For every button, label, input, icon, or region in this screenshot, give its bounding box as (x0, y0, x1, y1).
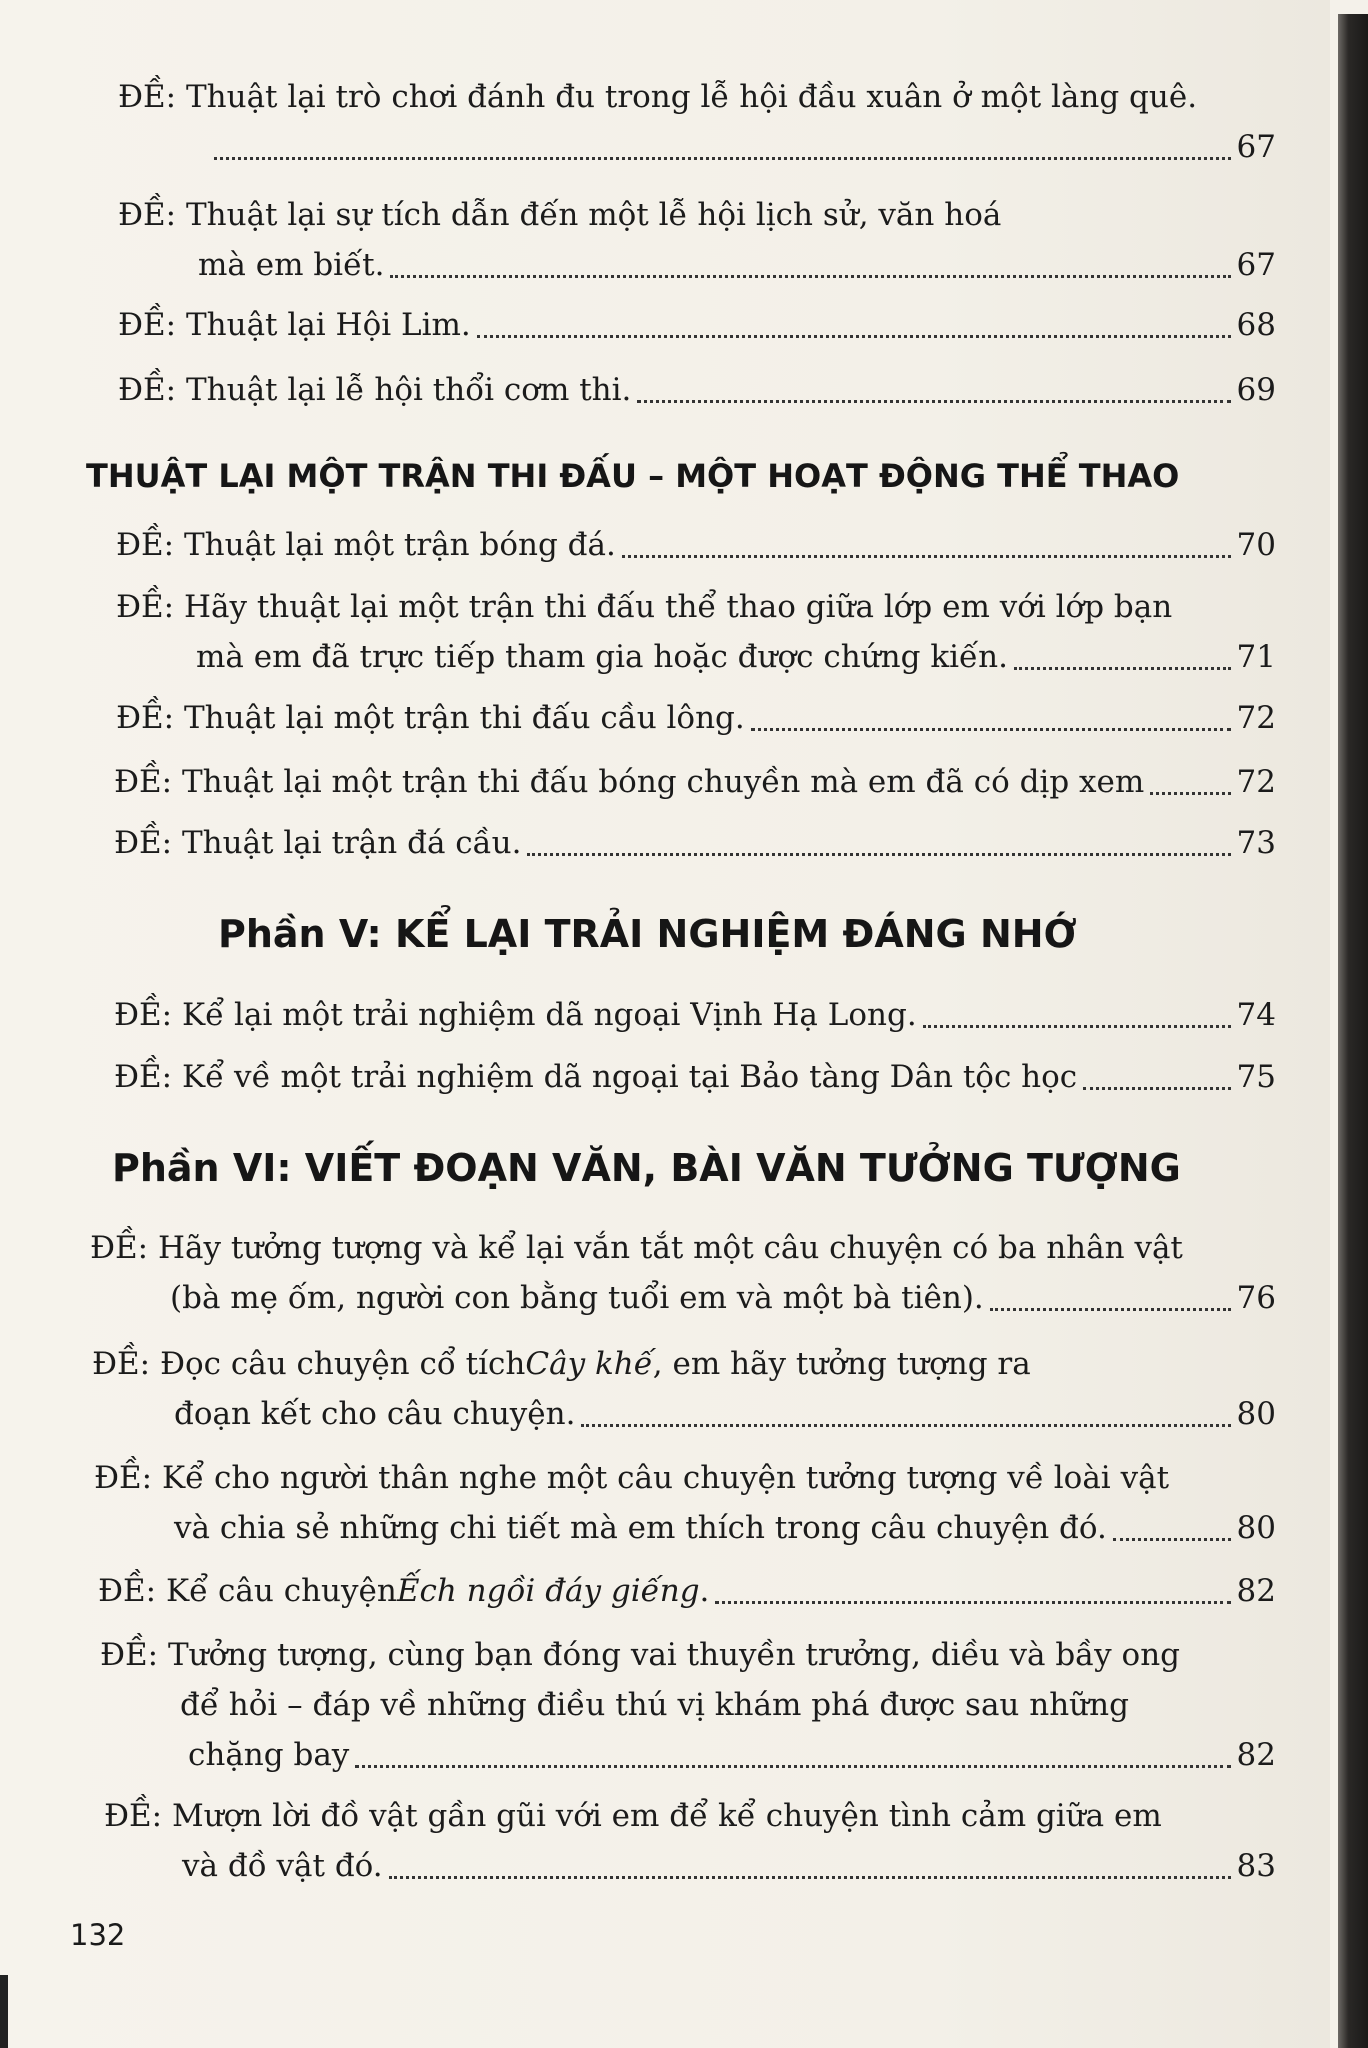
book-spine-shadow (1338, 14, 1368, 2048)
entry-page: 71 (1236, 639, 1276, 675)
toc-entry[interactable] (100, 1630, 1276, 1780)
entry-continuation: (bà mẹ ốm, người con bằng tuổi em và một bà tiên). (170, 1280, 984, 1316)
entry-label: ĐỀ: (118, 79, 177, 115)
dot-leader (751, 728, 1231, 731)
entry-label: ĐỀ: (114, 825, 173, 861)
entry-continuation: mà em đã trực tiếp tham gia hoặc được chứng kiến. (196, 639, 1008, 675)
toc-entry[interactable] (98, 1566, 1276, 1616)
entry-page: 70 (1236, 527, 1276, 563)
entry-text: Thuật lại lễ hội thổi cơm thi. (185, 372, 632, 408)
entry-page: 73 (1236, 825, 1276, 861)
dot-leader (1113, 1538, 1231, 1541)
section-heading-part-5: Phần V: KỂ LẠI TRẢI NGHIỆM ĐÁNG NHỚ (218, 912, 1077, 956)
entry-text: Thuật lại trò chơi đánh đu trong lễ hội đầu xuân ở một làng quê. (185, 79, 1198, 115)
entry-label: ĐỀ: (118, 307, 177, 343)
entry-label: ĐỀ: (90, 1230, 149, 1266)
entry-page: 80 (1236, 1396, 1276, 1432)
toc-entry[interactable] (114, 1052, 1276, 1102)
toc-entry[interactable] (116, 520, 1276, 570)
toc-entry[interactable] (114, 990, 1276, 1040)
entry-page: 83 (1236, 1848, 1276, 1884)
entry-continuation: mà em biết. (198, 247, 385, 283)
entry-page: 68 (1236, 307, 1276, 343)
entry-label: ĐỀ: (118, 372, 177, 408)
edge-mark (0, 1975, 8, 2048)
entry-label: ĐỀ: (116, 589, 175, 625)
dot-leader (390, 275, 1230, 278)
toc-entry[interactable] (114, 757, 1276, 807)
dot-leader (355, 1765, 1230, 1768)
entry-text: Tưởng tượng, cùng bạn đóng vai thuyền trưởng, diều và bầy ong (167, 1637, 1181, 1673)
dot-leader (1083, 1087, 1230, 1090)
dot-leader (990, 1308, 1231, 1311)
dot-leader (527, 853, 1230, 856)
dot-leader (923, 1025, 1231, 1028)
entry-text: Kể câu chuyện (165, 1573, 397, 1609)
section-heading-part-6: Phần VI: VIẾT ĐOẠN VĂN, BÀI VĂN TƯỞNG TƯỢNG (112, 1146, 1181, 1190)
entry-text: Thuật lại trận đá cầu. (181, 825, 522, 861)
entry-continuation: và chia sẻ những chi tiết mà em thích trong câu chuyện đó. (174, 1510, 1107, 1546)
toc-entry[interactable] (104, 1791, 1276, 1891)
entry-text: Đọc câu chuyện cổ tích (159, 1346, 526, 1382)
dot-leader (1014, 667, 1231, 670)
entry-page: 76 (1236, 1280, 1276, 1316)
entry-label: ĐỀ: (100, 1637, 159, 1673)
entry-text: Hãy tưởng tượng và kể lại vắn tắt một câu chuyện có ba nhân vật (157, 1230, 1183, 1266)
entry-label: ĐỀ: (98, 1573, 157, 1609)
toc-entry[interactable] (90, 1223, 1276, 1323)
entry-text: Thuật lại một trận bóng đá. (183, 527, 616, 563)
entry-text: Hãy thuật lại một trận thi đấu thể thao giữa lớp em với lớp bạn (183, 589, 1173, 625)
entry-text: , em hãy tưởng tượng ra (652, 1346, 1031, 1382)
dot-leader (1150, 792, 1230, 795)
entry-text: Mượn lời đồ vật gần gũi với em để kể chuyện tình cảm giữa em (171, 1798, 1162, 1834)
entry-text: Thuật lại một trận thi đấu cầu lông. (183, 700, 745, 736)
entry-page: 67 (1236, 129, 1276, 165)
entry-page: 82 (1236, 1737, 1276, 1773)
entry-page: 67 (1236, 247, 1276, 283)
dot-leader (477, 335, 1231, 338)
dot-leader (637, 400, 1230, 403)
entry-page: 74 (1236, 997, 1276, 1033)
toc-entry[interactable] (118, 300, 1276, 350)
toc-entry[interactable] (116, 582, 1276, 682)
toc-entry[interactable] (118, 72, 1276, 172)
entry-continuation: để hỏi – đáp về những điều thú vị khám phá được sau những (180, 1687, 1129, 1723)
toc-entry[interactable] (116, 693, 1276, 743)
entry-text: . (699, 1573, 710, 1609)
toc-entry[interactable] (114, 818, 1276, 868)
entry-label: ĐỀ: (104, 1798, 163, 1834)
entry-text: Thuật lại sự tích dẫn đến một lễ hội lịch sử, văn hoá (185, 197, 1002, 233)
entry-label: ĐỀ: (116, 527, 175, 563)
entry-text: Kể cho người thân nghe một câu chuyện tưởng tượng về loài vật (161, 1460, 1170, 1496)
toc-entry[interactable] (118, 365, 1276, 415)
toc-entry[interactable] (92, 1339, 1276, 1439)
dot-leader (581, 1424, 1230, 1427)
entry-label: ĐỀ: (94, 1460, 153, 1496)
toc-entry[interactable] (118, 190, 1276, 290)
entry-label: ĐỀ: (116, 700, 175, 736)
entry-continuation: đoạn kết cho câu chuyện. (174, 1396, 576, 1432)
entry-page: 82 (1236, 1573, 1276, 1609)
story-title: Cây khế (525, 1346, 653, 1382)
entry-page: 69 (1236, 372, 1276, 408)
story-title: Ếch ngồi đáy giếng (396, 1573, 700, 1609)
entry-page: 72 (1236, 764, 1276, 800)
dot-leader (214, 157, 1231, 160)
entry-text: Kể về một trải nghiệm dã ngoại tại Bảo tàng Dân tộc học (181, 1059, 1078, 1095)
entry-label: ĐỀ: (114, 764, 173, 800)
entry-text: Kể lại một trải nghiệm dã ngoại Vịnh Hạ Long. (181, 997, 917, 1033)
entry-label: ĐỀ: (118, 197, 177, 233)
entry-text: Thuật lại Hội Lim. (185, 307, 471, 343)
entry-continuation: và đồ vật đó. (182, 1848, 383, 1884)
entry-label: ĐỀ: (114, 1059, 173, 1095)
entry-label: ĐỀ: (114, 997, 173, 1033)
entry-page: 80 (1236, 1510, 1276, 1546)
entry-continuation: chặng bay (188, 1737, 350, 1773)
entry-label: ĐỀ: (92, 1346, 151, 1382)
dot-leader (715, 1601, 1230, 1604)
section-heading-sport: THUẬT LẠI MỘT TRẬN THI ĐẤU – MỘT HOẠT ĐỘNG THỂ THAO (86, 457, 1180, 495)
page-number: 132 (70, 1918, 126, 1952)
entry-page: 72 (1236, 700, 1276, 736)
dot-leader (622, 555, 1231, 558)
toc-entry[interactable] (94, 1453, 1276, 1553)
dot-leader (389, 1876, 1231, 1879)
entry-page: 75 (1236, 1059, 1276, 1095)
entry-text: Thuật lại một trận thi đấu bóng chuyền mà em đã có dịp xem (181, 764, 1145, 800)
